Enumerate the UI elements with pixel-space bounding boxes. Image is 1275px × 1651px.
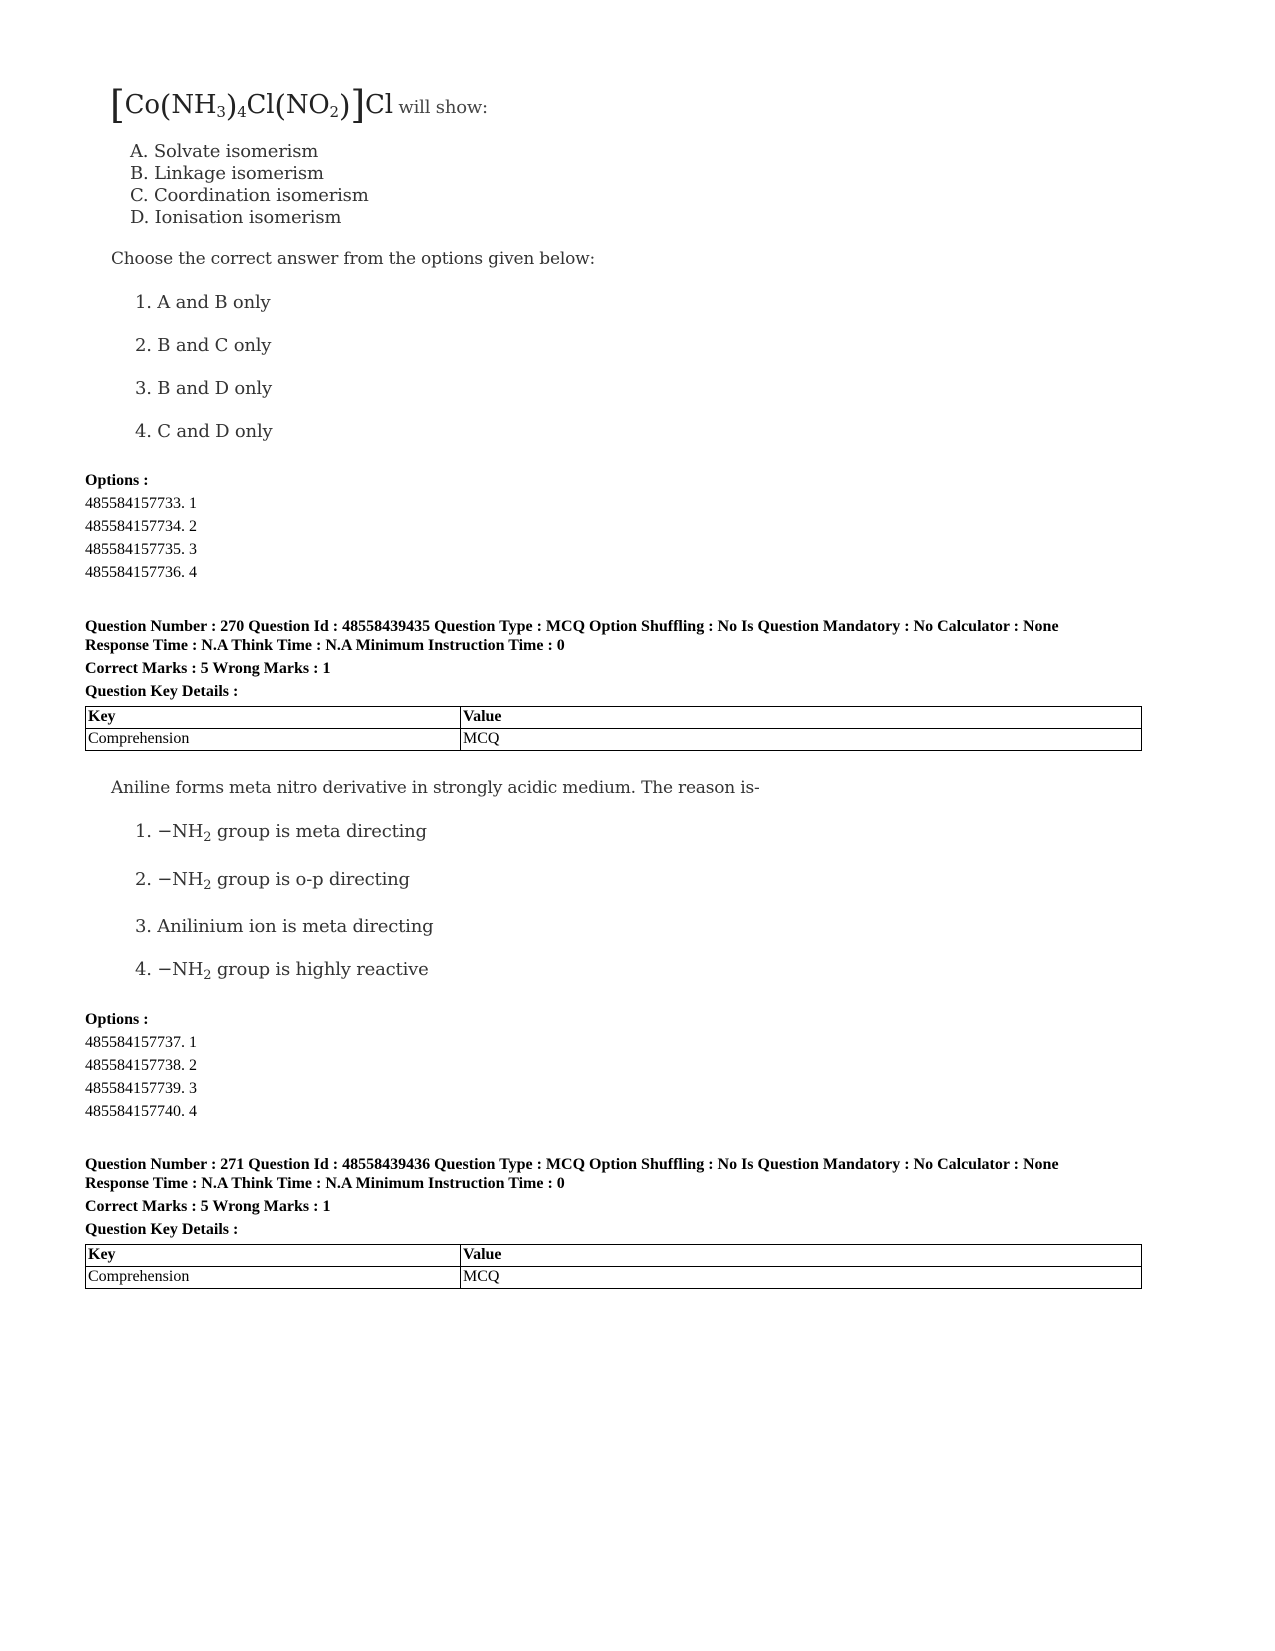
formula-ligand-1: NH xyxy=(171,90,217,120)
question-270-key-table xyxy=(85,706,1142,751)
table-cell-value: MCQ xyxy=(461,1267,1142,1289)
question-271-meta-line-1: Question Number : 271 Question Id : 48558439436 Question Type : MCQ Option Shuffling : No Is Question Mandatory : No Calculator : None xyxy=(85,1156,1059,1173)
question-270-option-1: 485584157737. 1 xyxy=(85,1034,197,1051)
question-270-meta-line-1: Question Number : 270 Question Id : 48558439435 Question Type : MCQ Option Shuffling : No Is Question Mandatory : No Calculator : None xyxy=(85,618,1059,635)
formula-ligand-2: Cl xyxy=(246,90,275,120)
table-header-key: Key xyxy=(86,707,461,729)
question-269-choice-2: 2. B and C only xyxy=(135,335,272,356)
table-row xyxy=(86,729,1142,751)
choice-1-subscript: 2 xyxy=(203,830,212,845)
question-270-stem: Aniline forms meta nitro derivative in strongly acidic medium. The reason is- xyxy=(111,778,760,798)
table-header-row xyxy=(86,707,1142,729)
close-paren-2: ) xyxy=(338,89,351,124)
close-paren: ) xyxy=(225,89,238,124)
statement-a: A. Solvate isomerism xyxy=(130,141,319,162)
question-269-choice-4: 4. C and D only xyxy=(135,421,273,442)
choice-2-suffix: group is o-p directing xyxy=(211,869,410,890)
close-bracket: ] xyxy=(350,83,366,127)
formula-metal: Co xyxy=(124,90,160,120)
formula-tail-text: will show: xyxy=(392,97,488,118)
question-269-option-1: 485584157733. 1 xyxy=(85,495,197,512)
formula-ligand-3-sub: 2 xyxy=(329,103,339,121)
choice-2-subscript: 2 xyxy=(203,878,212,893)
statement-c: C. Coordination isomerism xyxy=(130,185,369,206)
question-269-option-3: 485584157735. 3 xyxy=(85,541,197,558)
open-bracket: [ xyxy=(110,83,125,127)
question-269-choice-1: 1. A and B only xyxy=(135,292,271,313)
question-271-marks: Correct Marks : 5 Wrong Marks : 1 xyxy=(85,1198,331,1215)
question-270-marks: Correct Marks : 5 Wrong Marks : 1 xyxy=(85,660,331,677)
table-header-value: Value xyxy=(461,1245,1142,1267)
question-269-choice-3: 3. B and D only xyxy=(135,378,272,399)
question-270-choice-3: 3. Anilinium ion is meta directing xyxy=(135,916,434,937)
statement-b: B. Linkage isomerism xyxy=(130,163,324,184)
choice-4-suffix: group is highly reactive xyxy=(211,959,429,980)
question-270-choice-1 xyxy=(135,821,427,845)
question-270-option-2: 485584157738. 2 xyxy=(85,1057,197,1074)
table-cell-key: Comprehension xyxy=(86,1267,461,1289)
question-269-option-2: 485584157734. 2 xyxy=(85,518,197,535)
open-paren-2: ( xyxy=(274,89,286,124)
question-270-option-3: 485584157739. 3 xyxy=(85,1080,197,1097)
table-cell-value: MCQ xyxy=(461,729,1142,751)
question-270-meta-line-2: Response Time : N.A Think Time : N.A Minimum Instruction Time : 0 xyxy=(85,637,565,654)
choice-1-suffix: group is meta directing xyxy=(211,821,427,842)
question-271-meta-line-2: Response Time : N.A Think Time : N.A Minimum Instruction Time : 0 xyxy=(85,1175,565,1192)
question-270-choice-4 xyxy=(135,959,429,983)
question-270-choice-2 xyxy=(135,869,410,893)
question-269-options-label: Options : xyxy=(85,472,149,489)
choice-1-prefix: 1. −NH xyxy=(135,821,204,842)
table-header-row xyxy=(86,1245,1142,1267)
table-header-key: Key xyxy=(86,1245,461,1267)
choice-2-prefix: 2. −NH xyxy=(135,869,204,890)
question-269-instruction: Choose the correct answer from the options given below: xyxy=(111,249,595,269)
table-row xyxy=(86,1267,1142,1289)
question-269-formula xyxy=(110,83,488,127)
formula-ligand-1-sub: 3 xyxy=(216,103,226,121)
statement-d: D. Ionisation isomerism xyxy=(130,207,342,228)
question-271-key-table xyxy=(85,1244,1142,1289)
question-271-key-details-label: Question Key Details : xyxy=(85,1221,239,1238)
question-270-option-4: 485584157740. 4 xyxy=(85,1103,197,1120)
open-paren: ( xyxy=(159,89,172,124)
table-cell-key: Comprehension xyxy=(86,729,461,751)
formula-counter-ion: Cl xyxy=(365,90,393,120)
table-header-value: Value xyxy=(461,707,1142,729)
formula-ligand-1-count: 4 xyxy=(237,103,247,121)
question-270-options-label: Options : xyxy=(85,1011,149,1028)
question-270-key-details-label: Question Key Details : xyxy=(85,683,239,700)
question-269-option-4: 485584157736. 4 xyxy=(85,564,197,581)
choice-4-subscript: 2 xyxy=(203,968,212,983)
choice-4-prefix: 4. −NH xyxy=(135,959,204,980)
formula-ligand-3: NO xyxy=(285,90,330,120)
